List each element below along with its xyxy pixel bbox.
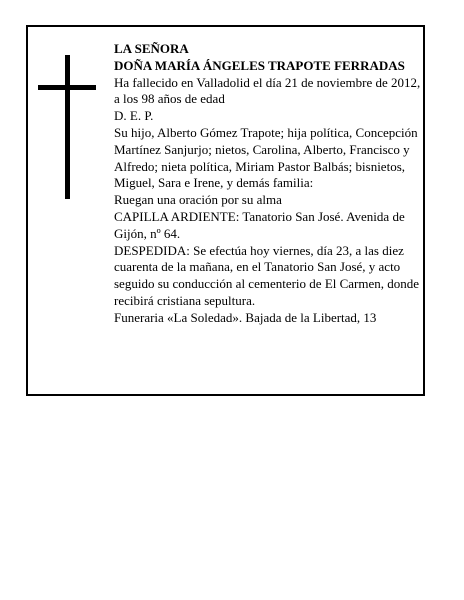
cross-vertical-bar bbox=[65, 55, 70, 199]
prayer-request: Ruegan una oración por su alma bbox=[114, 192, 282, 208]
deceased-name: DOÑA MARÍA ÁNGELES TRAPOTE FERRADAS bbox=[114, 57, 405, 73]
cross-icon bbox=[38, 55, 96, 199]
notice-title: LA SEÑORA bbox=[114, 41, 189, 56]
notice-text bbox=[114, 41, 422, 327]
rip-text: D. E. P. bbox=[114, 108, 154, 124]
cross-horizontal-bar bbox=[38, 85, 96, 90]
chapel-info: CAPILLA ARDIENTE: Tanatorio San José. Avenida de Gijón, nº 64. bbox=[114, 208, 405, 241]
death-announcement: Ha fallecido en Valladolid el día 21 de noviembre de 2012, a los 98 años de edad bbox=[114, 74, 421, 107]
farewell-info: DESPEDIDA: Se efectúa hoy viernes, día 23, a las diez cuarenta de la mañana, en el Tanatorio San José, y acto seguido su conducción al cementerio de El Carmen, donde recibirá cristiana sepultura. bbox=[114, 242, 420, 308]
funeral-home-info: Funeraria «La Soledad». Bajada de la Libertad, 13 bbox=[114, 309, 377, 325]
obituary-notice bbox=[26, 25, 425, 396]
family-list: Su hijo, Alberto Gómez Trapote; hija política, Concepción Martínez Sanjurjo; nietos, Carolina, Alberto, Francisco y Alfredo; nieta política, Miriam Pastor Balbás; bisnietos, Miguel, Sara e Irene, y demás familia: bbox=[114, 124, 418, 191]
